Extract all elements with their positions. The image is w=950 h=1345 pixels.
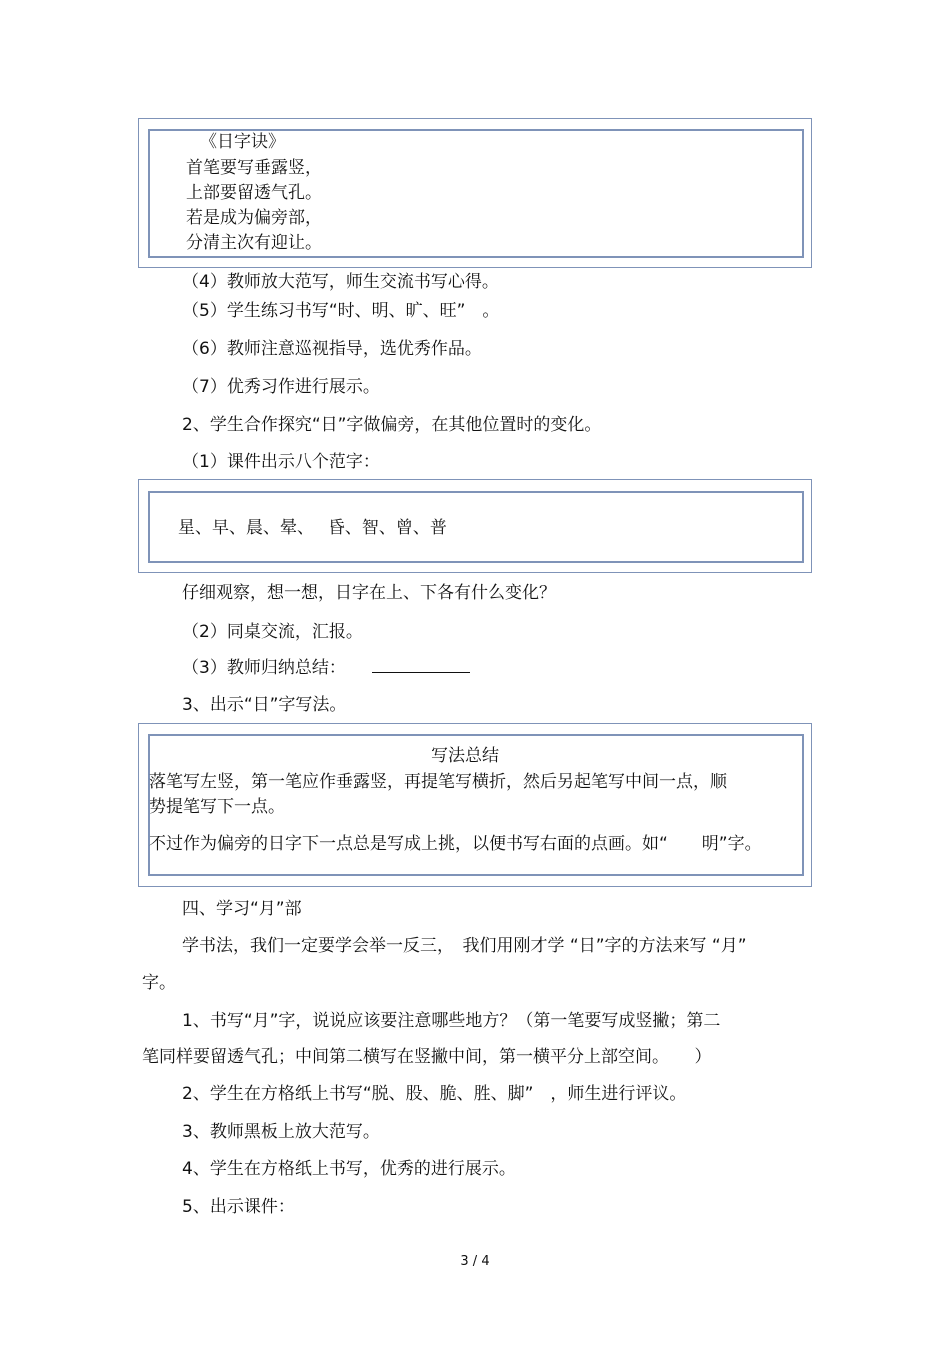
step-5: （5）学生练习书写“时、明、旷、旺” 。 — [182, 301, 500, 321]
step-6: （6）教师注意巡视指导，选优秀作品。 — [182, 339, 482, 359]
verse-line-1: 首笔要写垂露竖， — [186, 158, 322, 178]
writing-summary-line-2: 势提笔写下一点。 — [149, 797, 285, 817]
writing-summary-title: 写法总结 — [431, 746, 499, 766]
verse-line-4: 分清主次有迎让。 — [186, 233, 322, 253]
section-4-para-line-1: 学书法，我们一定要学会举一反三， 我们用刚才学 “日”字的方法来写 “月” — [182, 936, 747, 956]
fill-in-blank — [372, 658, 470, 673]
section-4-para-line-2: 字。 — [142, 973, 176, 993]
step-4: （4）教师放大范写，师生交流书写心得。 — [182, 272, 499, 292]
step-2-2: （2）同桌交流，汇报。 — [182, 622, 363, 642]
verse-line-2: 上部要留透气孔。 — [186, 183, 322, 203]
item-4: 4、学生在方格纸上书写，优秀的进行展示。 — [182, 1159, 516, 1179]
section-3-heading: 3、出示“日”字写法。 — [182, 695, 347, 715]
item-1-line-1: 1、书写“月”字，说说应该要注意哪些地方？（第一笔要写成竖撇；第二 — [182, 1011, 721, 1031]
item-2: 2、学生在方格纸上书写“脱、股、脆、胜、脚” ，师生进行评议。 — [182, 1084, 687, 1104]
step-7: （7）优秀习作进行展示。 — [182, 377, 380, 397]
writing-summary-line-1: 落笔写左竖，第一笔应作垂露竖，再提笔写横折，然后另起笔写中间一点，顺 — [149, 772, 727, 792]
step-2-1: （1）课件出示八个范字： — [182, 452, 380, 472]
sample-chars: 星、早、晨、晕、 昏、智、曾、普 — [178, 518, 447, 538]
item-1-line-2: 笔同样要留透气孔；中间第二横写在竖撇中间，第一横平分上部空间。 ） — [142, 1047, 712, 1067]
item-3: 3、教师黑板上放大范写。 — [182, 1122, 380, 1142]
section-4-heading: 四、学习“月”部 — [182, 899, 302, 919]
verse-title: 《日字诀》 — [200, 132, 285, 152]
step-2-3 — [182, 657, 470, 679]
item-5: 5、出示课件： — [182, 1197, 295, 1217]
verse-line-3: 若是成为偏旁部， — [186, 208, 322, 228]
page-number: 3 / 4 — [460, 1254, 490, 1269]
step-2-3-text: （3）教师归纳总结： — [182, 658, 346, 678]
section-2-heading: 2、学生合作探究“日”字做偏旁，在其他位置时的变化。 — [182, 415, 602, 435]
writing-summary-line-3: 不过作为偏旁的日字下一点总是写成上挑，以便书写右面的点画。如“ 明”字。 — [149, 834, 762, 854]
observation-question: 仔细观察，想一想，日字在上、下各有什么变化？ — [182, 583, 556, 603]
